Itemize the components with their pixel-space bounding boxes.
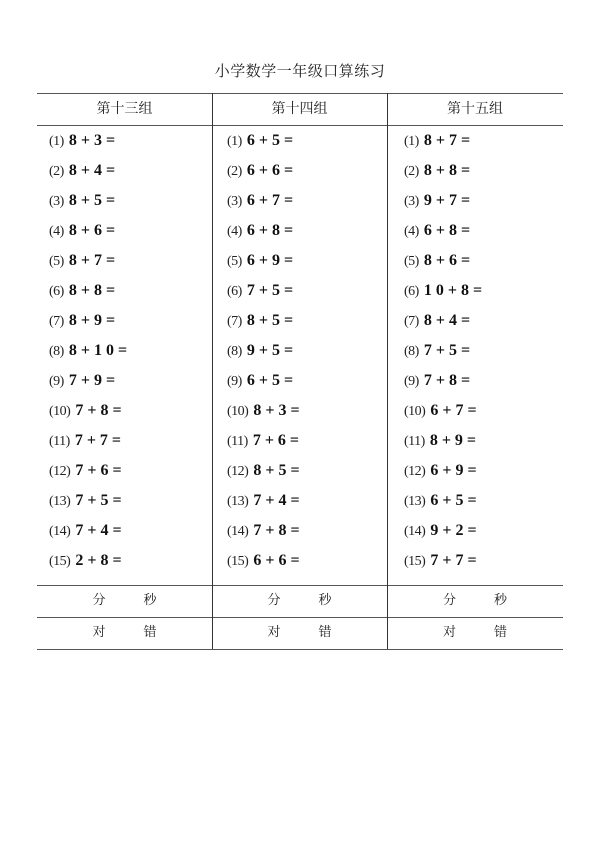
problem-number: (1) <box>49 134 64 149</box>
problem-expression: 7 + 5 = <box>246 282 294 299</box>
problem-item <box>227 365 300 395</box>
problem-expression: 7 + 4 = <box>75 522 122 539</box>
group-14-header: 第十四组 <box>271 101 328 117</box>
problem-item <box>404 515 482 545</box>
group-15-problem-list <box>404 125 482 575</box>
group-13-score-cell <box>37 617 212 649</box>
problem-expression: 7 + 6 = <box>75 462 122 479</box>
problem-expression: 7 + 6 = <box>252 432 300 449</box>
problem-number: (1) <box>227 134 242 149</box>
problem-item <box>227 185 300 215</box>
problem-item <box>404 185 482 215</box>
problem-item <box>49 335 127 365</box>
problem-number: (2) <box>227 164 242 179</box>
worksheet-title: 小学数学一年级口算练习 <box>214 62 386 80</box>
problem-number: (14) <box>49 524 71 539</box>
minutes-label: 分 <box>267 593 281 608</box>
problem-number: (7) <box>49 314 64 329</box>
problem-expression: 8 + 4 = <box>68 162 116 179</box>
problem-item <box>227 245 300 275</box>
wrong-label: 错 <box>143 625 157 640</box>
problem-number: (8) <box>404 344 419 359</box>
problem-expression: 8 + 9 = <box>68 312 116 329</box>
problem-item <box>404 245 482 275</box>
group-15-header: 第十五组 <box>447 101 503 117</box>
seconds-label: 秒 <box>143 593 157 608</box>
group-14-score-cell <box>212 617 387 649</box>
problem-item <box>227 545 300 575</box>
problem-number: (5) <box>404 254 419 269</box>
problem-expression: 8 + 1 0 = <box>68 342 128 359</box>
problem-expression: 8 + 4 = <box>423 312 471 329</box>
group-13-header: 第十三组 <box>96 101 153 117</box>
problem-number: (14) <box>227 524 249 539</box>
problem-expression: 6 + 5 = <box>430 492 477 509</box>
problem-number: (12) <box>227 464 249 479</box>
problem-number: (10) <box>404 404 426 419</box>
problem-expression: 7 + 5 = <box>423 342 471 359</box>
problem-number: (6) <box>49 284 64 299</box>
problem-item <box>227 155 300 185</box>
problem-item <box>404 305 482 335</box>
problem-number: (4) <box>227 224 242 239</box>
minutes-label: 分 <box>442 593 456 608</box>
problem-item <box>49 275 127 305</box>
correct-label: 对 <box>442 625 456 640</box>
problem-number: (13) <box>49 494 71 509</box>
problem-item <box>404 455 482 485</box>
group-14-problem-list <box>227 125 300 575</box>
problem-item <box>49 395 127 425</box>
problem-number: (3) <box>404 194 419 209</box>
problem-item <box>404 395 482 425</box>
seconds-label: 秒 <box>318 593 332 608</box>
table-bottom-rule <box>37 649 563 650</box>
problem-item <box>404 545 482 575</box>
wrong-label: 错 <box>494 625 508 640</box>
problem-expression: 8 + 8 = <box>423 162 471 179</box>
problem-item <box>404 485 482 515</box>
wrong-label: 错 <box>318 625 332 640</box>
problem-expression: 8 + 9 = <box>429 432 477 449</box>
problem-number: (8) <box>227 344 242 359</box>
problem-expression: 6 + 8 = <box>246 222 294 239</box>
problem-number: (3) <box>49 194 64 209</box>
problem-number: (5) <box>49 254 64 269</box>
correct-label: 对 <box>267 625 281 640</box>
problem-expression: 9 + 2 = <box>430 522 477 539</box>
problem-number: (2) <box>49 164 64 179</box>
group-14-time-cell <box>212 585 387 617</box>
problem-expression: 6 + 6 = <box>246 162 294 179</box>
problem-number: (12) <box>49 464 71 479</box>
problem-expression: 7 + 9 = <box>68 372 116 389</box>
problem-expression: 8 + 7 = <box>68 252 116 269</box>
problem-expression: 7 + 8 = <box>75 402 122 419</box>
problem-number: (7) <box>227 314 242 329</box>
problem-expression: 9 + 7 = <box>423 192 471 209</box>
problem-expression: 2 + 8 = <box>75 552 122 569</box>
problem-item <box>227 275 300 305</box>
problem-expression: 8 + 3 = <box>253 402 300 419</box>
problem-number: (10) <box>227 404 249 419</box>
column-divider-2 <box>387 93 388 649</box>
problem-number: (4) <box>49 224 64 239</box>
problem-item <box>49 185 127 215</box>
correct-label: 对 <box>92 625 106 640</box>
problem-number: (9) <box>49 374 64 389</box>
problem-item <box>49 155 127 185</box>
group-15-score-cell <box>387 617 563 649</box>
problem-number: (13) <box>404 494 426 509</box>
problem-number: (6) <box>404 284 419 299</box>
problem-expression: 7 + 7 = <box>74 432 122 449</box>
minutes-label: 分 <box>92 593 106 608</box>
problem-number: (15) <box>404 554 426 569</box>
problem-item <box>404 155 482 185</box>
problem-number: (2) <box>404 164 419 179</box>
problem-item <box>404 275 482 305</box>
problem-expression: 6 + 7 = <box>430 402 477 419</box>
problem-item <box>404 125 482 155</box>
problem-expression: 7 + 7 = <box>430 552 477 569</box>
problem-number: (6) <box>227 284 242 299</box>
problem-number: (11) <box>49 434 70 449</box>
problem-expression: 8 + 5 = <box>253 462 300 479</box>
group-13-time-cell <box>37 585 212 617</box>
problem-number: (15) <box>49 554 71 569</box>
problem-expression: 6 + 5 = <box>246 132 294 149</box>
problem-item <box>404 215 482 245</box>
problem-expression: 8 + 8 = <box>68 282 116 299</box>
problem-expression: 1 0 + 8 = <box>423 282 483 299</box>
problem-expression: 8 + 5 = <box>68 192 116 209</box>
problem-expression: 6 + 9 = <box>430 462 477 479</box>
problem-number: (9) <box>227 374 242 389</box>
problem-item <box>227 485 300 515</box>
problem-item <box>227 425 300 455</box>
problem-item <box>404 425 482 455</box>
problem-expression: 7 + 8 = <box>253 522 300 539</box>
problem-item <box>49 515 127 545</box>
seconds-label: 秒 <box>494 593 508 608</box>
problem-expression: 8 + 3 = <box>68 132 116 149</box>
problem-number: (3) <box>227 194 242 209</box>
problem-item <box>49 245 127 275</box>
problem-item <box>49 425 127 455</box>
problem-number: (5) <box>227 254 242 269</box>
problem-expression: 9 + 5 = <box>246 342 294 359</box>
problem-item <box>404 335 482 365</box>
problem-expression: 7 + 4 = <box>253 492 300 509</box>
problem-item <box>404 365 482 395</box>
problem-expression: 8 + 6 = <box>423 252 471 269</box>
problem-number: (9) <box>404 374 419 389</box>
problem-expression: 8 + 5 = <box>246 312 294 329</box>
problem-number: (11) <box>404 434 425 449</box>
problem-item <box>49 545 127 575</box>
problem-item <box>49 365 127 395</box>
problem-number: (8) <box>49 344 64 359</box>
problem-number: (15) <box>227 554 249 569</box>
group-13-problem-list <box>49 125 127 575</box>
problem-item <box>227 305 300 335</box>
problem-item <box>227 335 300 365</box>
problem-expression: 6 + 5 = <box>246 372 294 389</box>
group-15-time-cell <box>387 585 563 617</box>
problem-item <box>49 455 127 485</box>
problem-expression: 6 + 6 = <box>253 552 300 569</box>
problem-expression: 6 + 9 = <box>246 252 294 269</box>
problem-expression: 7 + 5 = <box>75 492 122 509</box>
problem-expression: 7 + 8 = <box>423 372 471 389</box>
problem-expression: 6 + 8 = <box>423 222 471 239</box>
problem-number: (14) <box>404 524 426 539</box>
problem-item <box>49 305 127 335</box>
problem-item <box>49 485 127 515</box>
problem-expression: 6 + 7 = <box>246 192 294 209</box>
problem-expression: 8 + 6 = <box>68 222 116 239</box>
problem-item <box>227 455 300 485</box>
problem-number: (12) <box>404 464 426 479</box>
problem-number: (13) <box>227 494 249 509</box>
problem-item <box>49 215 127 245</box>
problem-item <box>227 515 300 545</box>
problem-item <box>49 125 127 155</box>
problem-expression: 8 + 7 = <box>423 132 471 149</box>
problem-number: (10) <box>49 404 71 419</box>
problem-number: (7) <box>404 314 419 329</box>
problem-number: (1) <box>404 134 419 149</box>
problem-item <box>227 395 300 425</box>
problem-number: (4) <box>404 224 419 239</box>
problem-number: (11) <box>227 434 248 449</box>
problem-item <box>227 215 300 245</box>
problem-item <box>227 125 300 155</box>
column-divider-1 <box>212 93 213 649</box>
